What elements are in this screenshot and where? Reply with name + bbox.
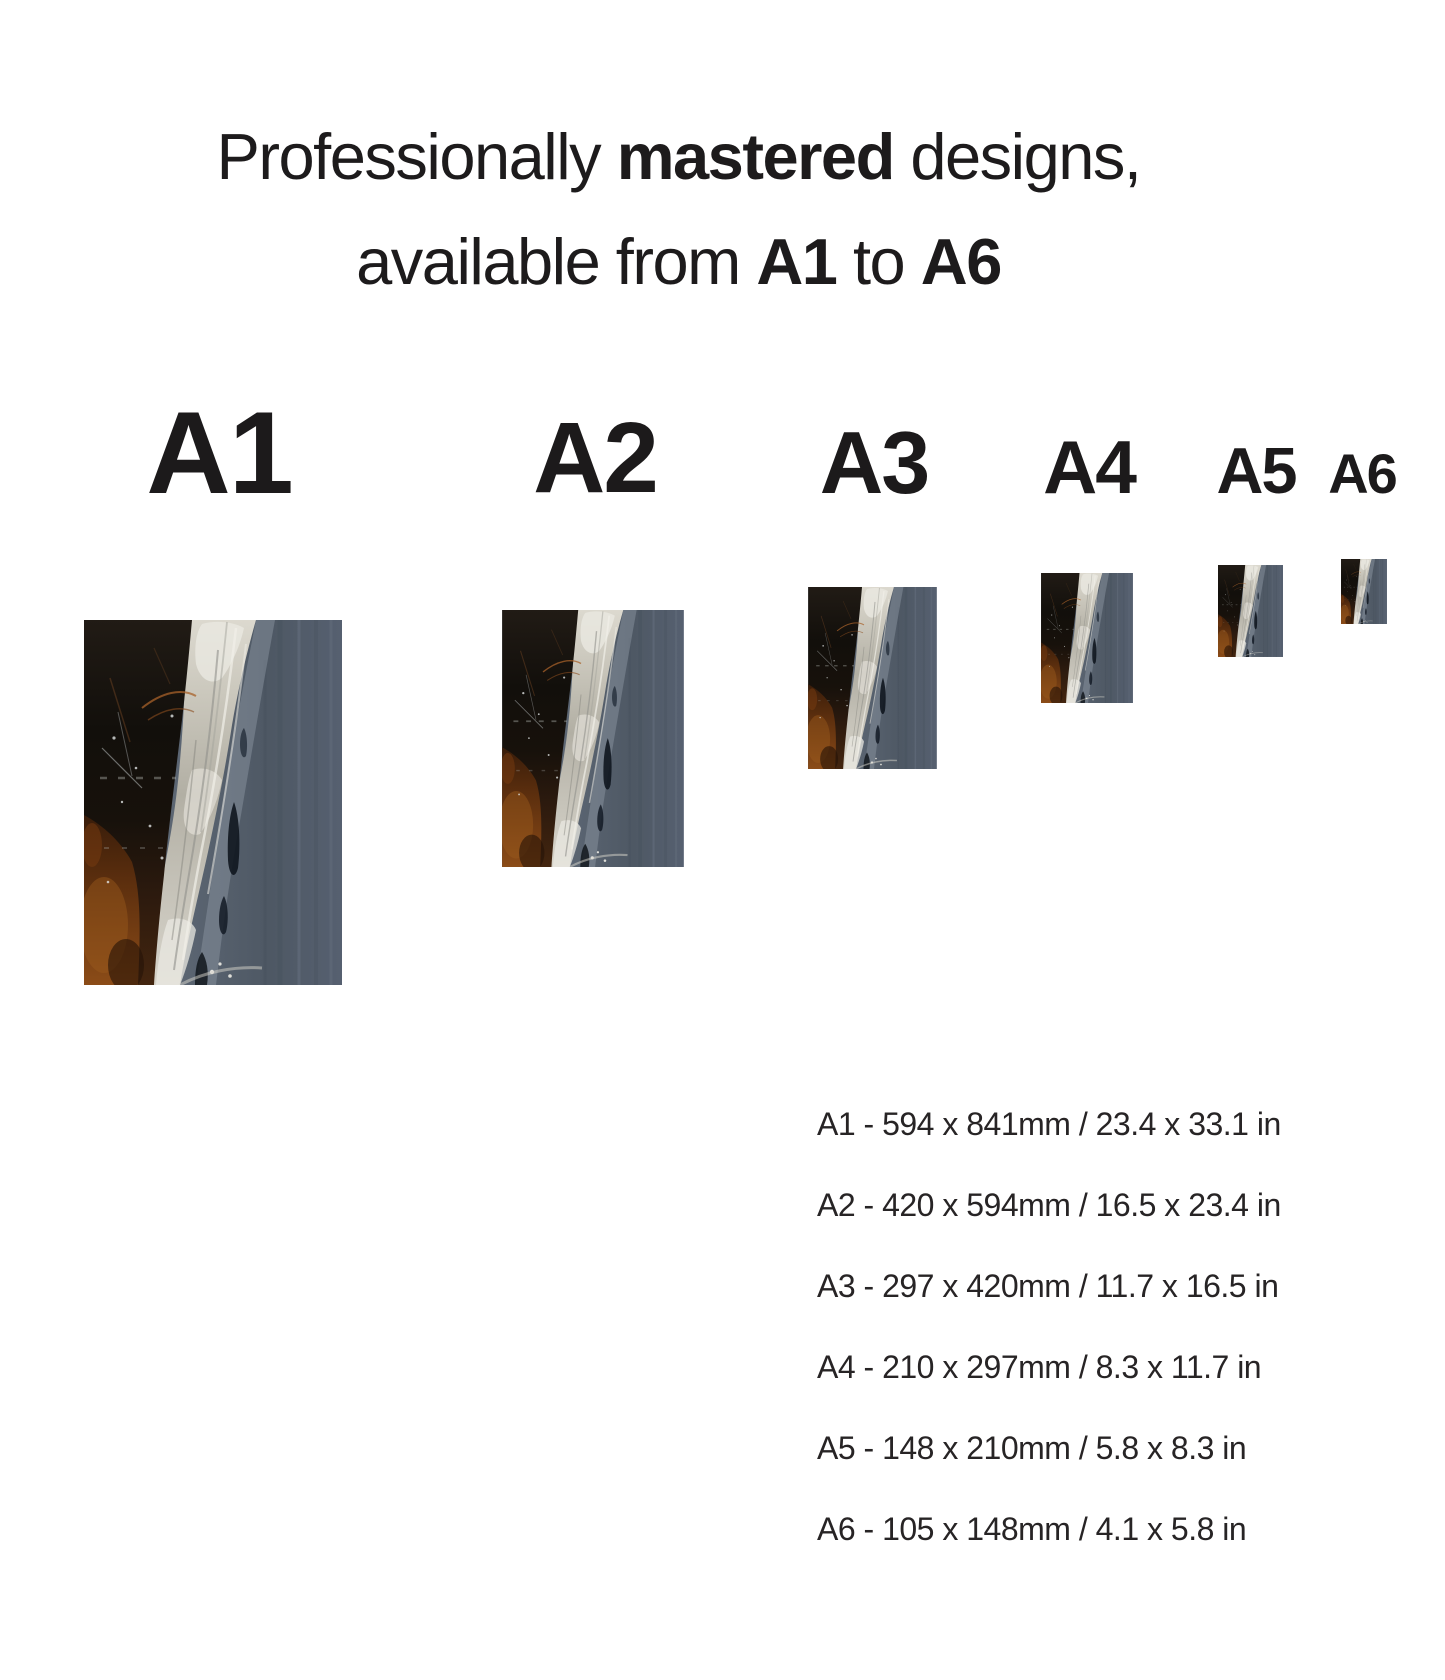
size-label-a1: A1 bbox=[146, 387, 292, 518]
artwork-preview-a5 bbox=[1218, 565, 1283, 657]
spec-row-a1: A1 - 594 x 841mm / 23.4 x 33.1 in bbox=[817, 1106, 1281, 1142]
page-title-line2 bbox=[0, 209, 1357, 314]
size-label-a6: A6 bbox=[1328, 442, 1396, 505]
title-text-bold: A6 bbox=[920, 225, 1001, 298]
title-text: available from bbox=[356, 225, 757, 298]
title-text: Professionally bbox=[216, 120, 617, 193]
spec-row-a2: A2 - 420 x 594mm / 16.5 x 23.4 in bbox=[817, 1187, 1281, 1223]
size-label-a4: A4 bbox=[1043, 425, 1135, 509]
size-label-a5: A5 bbox=[1216, 434, 1296, 507]
spec-row-a6: A6 - 105 x 148mm / 4.1 x 5.8 in bbox=[817, 1511, 1247, 1547]
spec-row-a5: A5 - 148 x 210mm / 5.8 x 8.3 in bbox=[817, 1430, 1247, 1466]
page-title bbox=[0, 104, 1445, 314]
spec-row-a4: A4 - 210 x 297mm / 8.3 x 11.7 in bbox=[817, 1349, 1262, 1385]
page-title-line1 bbox=[0, 104, 1357, 209]
size-label-a3: A3 bbox=[819, 413, 929, 512]
title-text-bold: mastered bbox=[616, 120, 894, 193]
size-spec-list bbox=[817, 1084, 1281, 1570]
artwork-preview-a6 bbox=[1341, 559, 1387, 624]
title-text: designs, bbox=[893, 120, 1141, 193]
title-text: to bbox=[836, 225, 921, 298]
artwork-preview-a3 bbox=[808, 587, 937, 769]
artwork-preview-a1 bbox=[84, 620, 342, 985]
artwork-preview-a2 bbox=[502, 610, 684, 867]
spec-row-a3: A3 - 297 x 420mm / 11.7 x 16.5 in bbox=[817, 1268, 1279, 1304]
artwork-preview-a4 bbox=[1041, 573, 1133, 703]
size-label-a2: A2 bbox=[533, 402, 657, 514]
title-text-bold: A1 bbox=[756, 225, 837, 298]
